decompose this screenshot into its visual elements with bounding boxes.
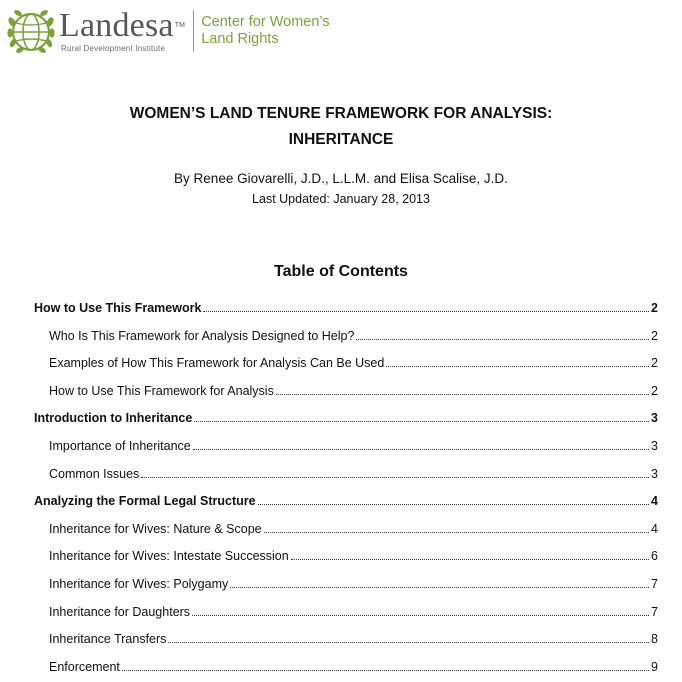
toc-entry-label: Analyzing the Formal Legal Structure [34, 494, 256, 509]
toc-entry-label: How to Use This Framework for Analysis [49, 383, 274, 398]
document-byline: By Renee Giovarelli, J.D., L.L.M. and Elisa Scalise, J.D. [174, 171, 508, 186]
toc-entry-page: 7 [651, 604, 658, 619]
toc-entry-label: Inheritance for Daughters [49, 604, 191, 619]
toc-entry-page: 2 [651, 383, 658, 398]
toc-entry[interactable] [34, 379, 658, 399]
toc-dot-leader [276, 394, 649, 395]
landesa-tagline: Rural Development Institute [61, 44, 166, 53]
header-divider [193, 10, 194, 52]
landesa-name: Landesa™ [59, 7, 186, 44]
toc-entry-label: Inheritance for Wives: Intestate Succession [49, 549, 289, 564]
toc-entry-page: 9 [651, 659, 658, 674]
toc-entry[interactable] [34, 296, 658, 316]
toc-entry-label: Who Is This Framework for Analysis Designed to Help? [49, 328, 355, 343]
toc-entry-label: Inheritance for Wives: Nature & Scope [49, 521, 262, 536]
landesa-wordmark [59, 9, 185, 53]
toc-dot-leader [356, 339, 649, 340]
landesa-header [6, 4, 330, 58]
toc-dot-leader [291, 559, 649, 560]
toc-dot-leader [192, 615, 649, 616]
toc-dot-leader [194, 421, 649, 422]
toc-entry[interactable] [34, 517, 658, 537]
toc-entry-page: 4 [651, 521, 658, 536]
toc-entry-page: 3 [651, 411, 658, 426]
toc-entry-label: Inheritance for Wives: Polygamy [49, 577, 229, 591]
toc-entry[interactable] [34, 655, 658, 675]
toc-entry[interactable] [34, 324, 658, 344]
toc-entry[interactable] [34, 489, 658, 509]
toc-title: Table of Contents [274, 263, 408, 280]
toc-entry[interactable] [34, 600, 658, 620]
landesa-globe-logo-icon [6, 6, 56, 56]
toc-entry-label: How to Use This Framework [34, 301, 202, 315]
document-title-line-1: WOMEN’S LAND TENURE FRAMEWORK FOR ANALYSIS: [129, 105, 553, 122]
trademark: TM [174, 22, 186, 29]
toc-entry[interactable] [34, 351, 658, 371]
toc-entry-page: 2 [651, 301, 658, 315]
toc-dot-leader [168, 642, 649, 643]
toc-entry-label: Enforcement [49, 659, 120, 674]
last-updated: Last Updated: January 28, 2013 [252, 192, 430, 206]
toc-entry-label: Inheritance Transfers [49, 632, 167, 647]
toc-entry[interactable] [34, 434, 658, 454]
toc-entry-page: 8 [651, 632, 658, 647]
toc-entry[interactable] [34, 406, 658, 426]
toc-dot-leader [141, 477, 649, 478]
toc-entry[interactable] [34, 544, 658, 564]
toc-entry-page: 3 [651, 466, 658, 481]
toc-entry-page: 6 [651, 549, 658, 564]
toc-entry-label: Examples of How This Framework for Analysis Can Be Used [49, 356, 385, 371]
toc-entry-page: 2 [651, 356, 658, 371]
toc-dot-leader [203, 311, 649, 312]
toc-dot-leader [122, 670, 649, 671]
document-title-line-2: INHERITANCE [288, 131, 394, 148]
center-name-line-2: Land Rights [201, 31, 279, 47]
toc-entry-page: 3 [651, 439, 658, 453]
toc-entry-label: Introduction to Inheritance [34, 411, 193, 426]
toc-entry[interactable] [34, 627, 658, 647]
toc-entry-label: Importance of Inheritance [49, 439, 191, 453]
toc-entry[interactable] [34, 462, 658, 482]
toc-entry-page: 2 [651, 328, 658, 343]
toc-dot-leader [193, 449, 649, 450]
center-name-line-1: Center for Women’s [201, 14, 330, 30]
toc-entry-page: 4 [651, 494, 658, 509]
toc-dot-leader [258, 504, 649, 505]
toc-dot-leader [264, 532, 649, 533]
toc-entry-page: 7 [651, 577, 658, 591]
center-name [201, 14, 329, 48]
toc-dot-leader [386, 366, 649, 367]
toc-entry-label: Common Issues [49, 466, 140, 481]
toc-entry[interactable] [34, 572, 658, 592]
toc-dot-leader [230, 587, 649, 588]
